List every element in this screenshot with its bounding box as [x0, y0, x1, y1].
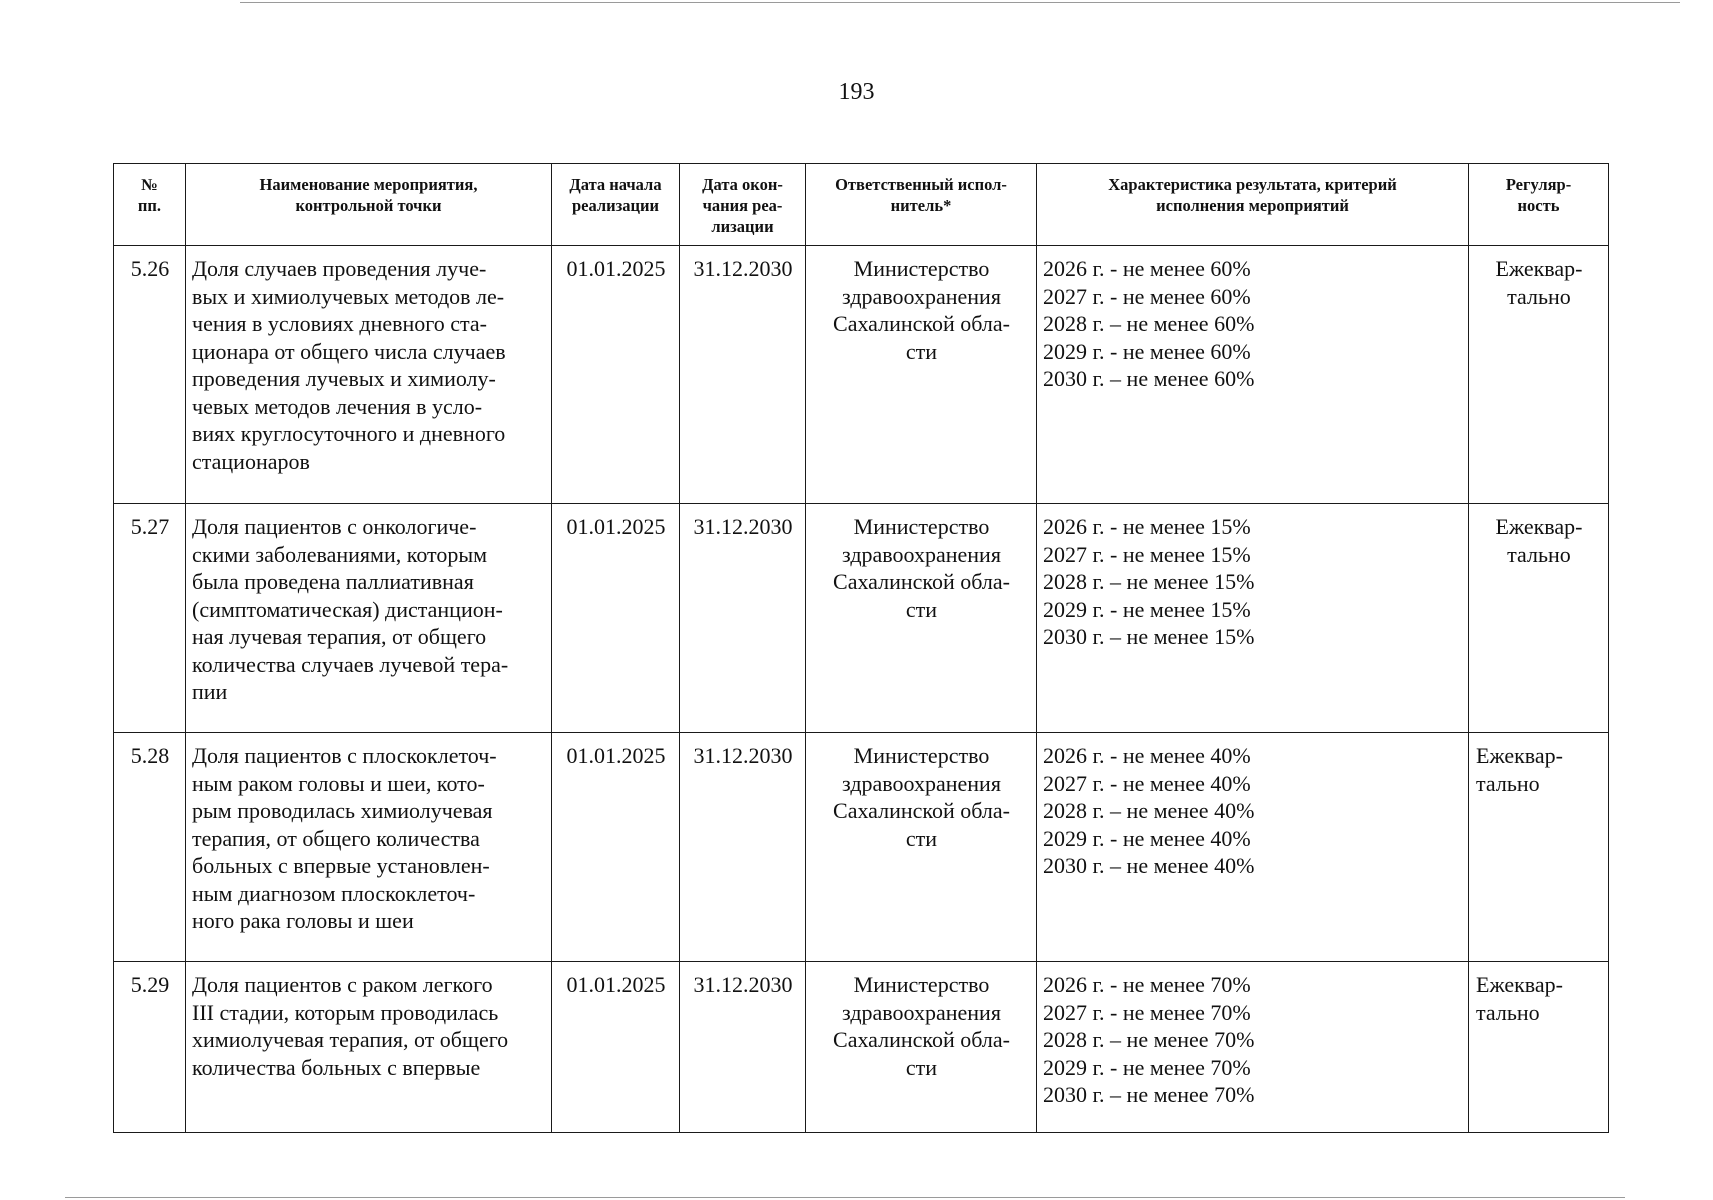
table-header-row: [114, 164, 1609, 246]
scan-edge-bottom: [65, 1197, 1625, 1198]
start-date: 01.01.2025: [552, 733, 680, 962]
header-result-criteria: Характеристика результата, критерий исполнения мероприятий: [1037, 164, 1469, 246]
regularity: Ежеквар- тально: [1469, 504, 1609, 733]
row-number: 5.27: [114, 504, 186, 733]
measure-name: Доля пациентов с раком легкого III стадии, которым проводилась химиолучевая терапия, от общего количества больных с впервые: [186, 962, 552, 1133]
executor: Министерство здравоохранения Сахалинской обла- сти: [806, 962, 1037, 1133]
measure-name: Доля пациентов с онкологиче- скими заболеваниями, которым была проведена паллиативная (симптоматическая) дистанцион- ная лучевая терапия, от общего количества случаев лучевой тера- пии: [186, 504, 552, 733]
regularity: Ежеквар- тально: [1469, 962, 1609, 1133]
end-date: 31.12.2030: [680, 504, 806, 733]
measure-name: Доля случаев проведения луче- вых и химиолучевых методов ле- чения в условиях дневного ста- ционара от общего числа случаев проведения лучевых и химиолу- чевых методов лечения в усло- виях круглосуточного и дневного стационаров: [186, 246, 552, 504]
executor: Министерство здравоохранения Сахалинской обла- сти: [806, 504, 1037, 733]
result-criteria: 2026 г. - не менее 70% 2027 г. - не менее 70% 2028 г. – не менее 70% 2029 г. - не менее 70% 2030 г. – не менее 70%: [1037, 962, 1469, 1133]
result-criteria: 2026 г. - не менее 40% 2027 г. - не менее 40% 2028 г. – не менее 40% 2029 г. - не менее 40% 2030 г. – не менее 40%: [1037, 733, 1469, 962]
executor: Министерство здравоохранения Сахалинской обла- сти: [806, 733, 1037, 962]
start-date: 01.01.2025: [552, 962, 680, 1133]
header-end-date: Дата окон- чания реа- лизации: [680, 164, 806, 246]
regularity: Ежеквар- тально: [1469, 246, 1609, 504]
regularity: Ежеквар- тально: [1469, 733, 1609, 962]
measures-table: [113, 163, 1609, 1133]
page-number: 193: [838, 79, 875, 105]
result-criteria: 2026 г. - не менее 15% 2027 г. - не менее 15% 2028 г. – не менее 15% 2029 г. - не менее 15% 2030 г. – не менее 15%: [1037, 504, 1469, 733]
end-date: 31.12.2030: [680, 246, 806, 504]
table-row: [114, 246, 1609, 504]
row-number: 5.26: [114, 246, 186, 504]
header-number: № пп.: [114, 164, 186, 246]
header-start-date: Дата начала реализации: [552, 164, 680, 246]
start-date: 01.01.2025: [552, 504, 680, 733]
executor: Министерство здравоохранения Сахалинской обла- сти: [806, 246, 1037, 504]
result-criteria: 2026 г. - не менее 60% 2027 г. - не менее 60% 2028 г. – не менее 60% 2029 г. - не менее 60% 2030 г. – не менее 60%: [1037, 246, 1469, 504]
header-regularity: Регуляр- ность: [1469, 164, 1609, 246]
row-number: 5.29: [114, 962, 186, 1133]
table-row: [114, 504, 1609, 733]
header-measure-name: Наименование мероприятия, контрольной точки: [186, 164, 552, 246]
scan-edge-top: [240, 2, 1680, 3]
measure-name: Доля пациентов с плоскоклеточ- ным раком головы и шеи, кото- рым проводилась химиолучевая терапия, от общего количества больных с впервые установлен- ным диагнозом плоскоклеточ- ного рака головы и шеи: [186, 733, 552, 962]
row-number: 5.28: [114, 733, 186, 962]
start-date: 01.01.2025: [552, 246, 680, 504]
header-executor: Ответственный испол- нитель*: [806, 164, 1037, 246]
end-date: 31.12.2030: [680, 962, 806, 1133]
table-row: [114, 962, 1609, 1133]
end-date: 31.12.2030: [680, 733, 806, 962]
table-row: [114, 733, 1609, 962]
